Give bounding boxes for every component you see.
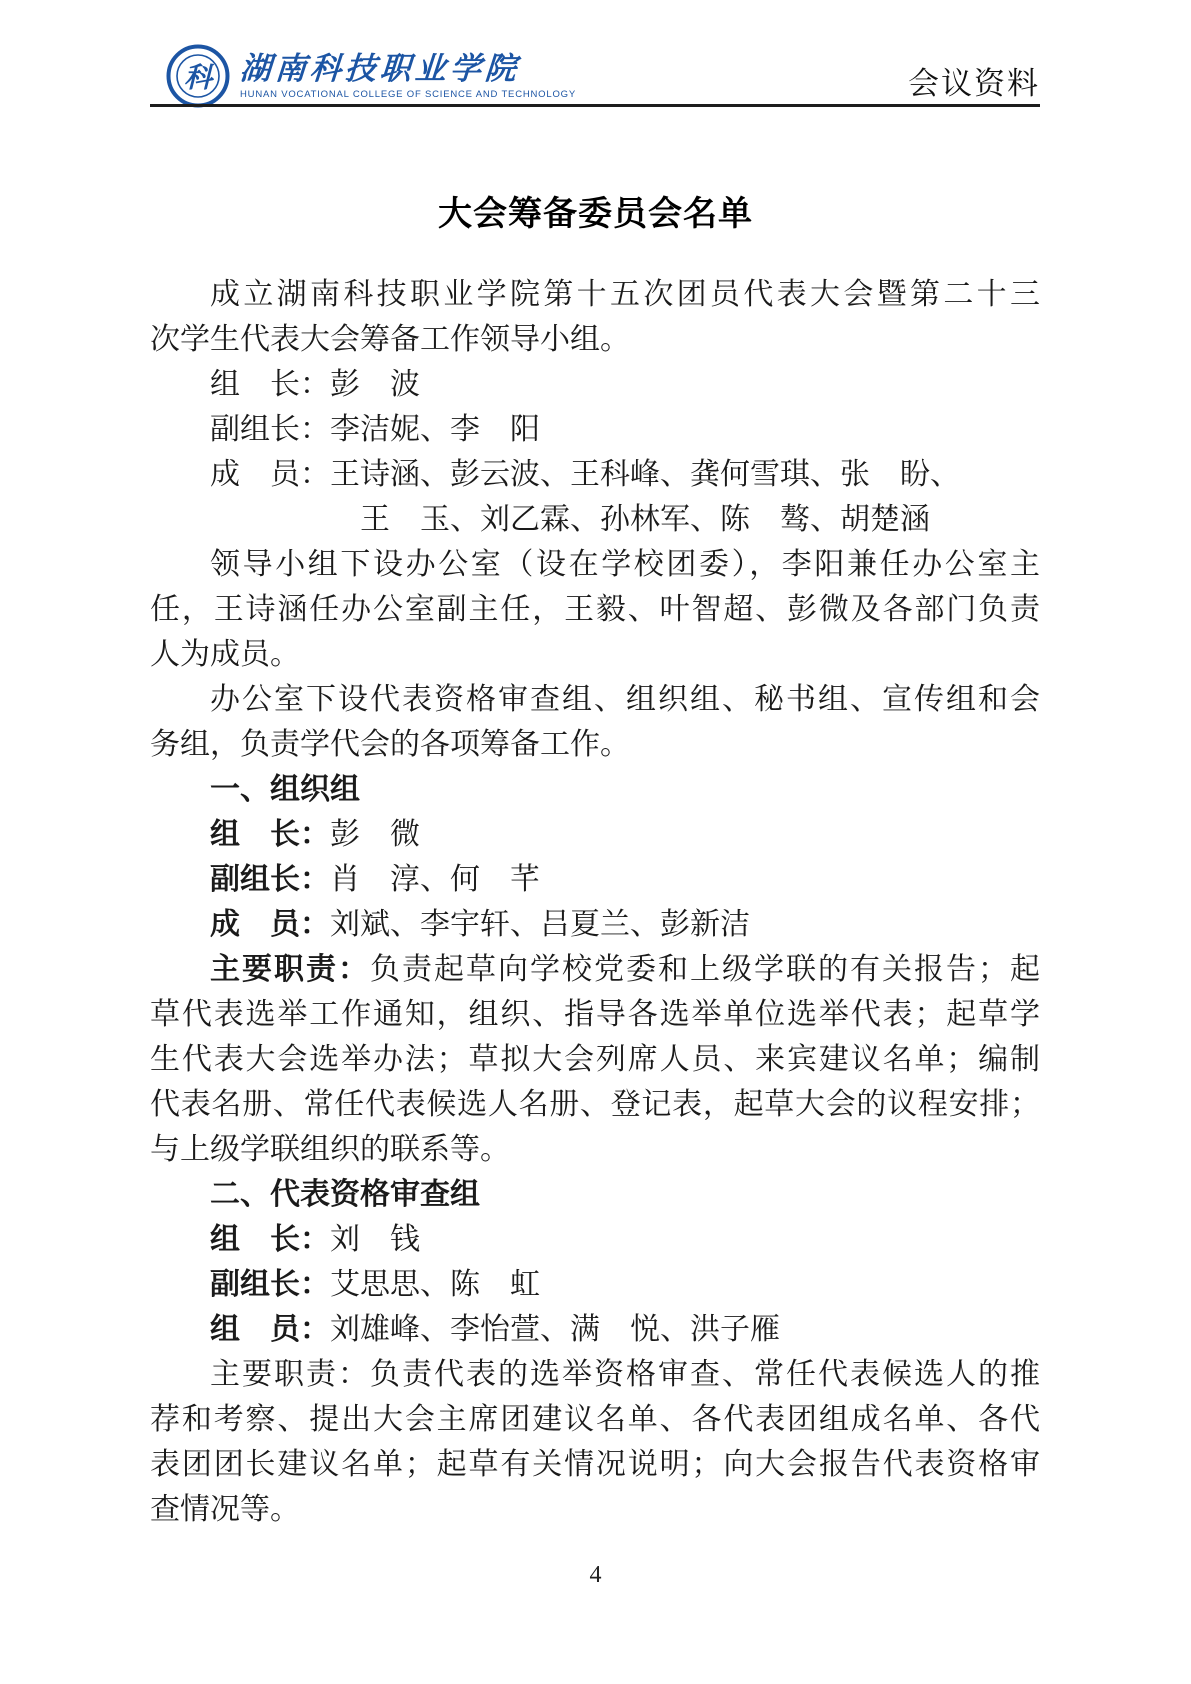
college-brand bbox=[240, 52, 576, 101]
document-line: 办公室下设代表资格审查组、组织组、秘书组、宣传组和会 bbox=[210, 683, 1040, 716]
document-line: 任，王诗涵任办公室副主任，王毅、叶智超、彭微及各部门负责 bbox=[150, 593, 1040, 626]
document-line bbox=[150, 1307, 1040, 1352]
document-line bbox=[150, 902, 1040, 947]
document-line: 成 员：王诗涵、彭云波、王科峰、龚何雪琪、张 盼、 bbox=[210, 458, 960, 491]
line-text: 刘斌、李宇轩、吕夏兰、彭新洁 bbox=[330, 908, 750, 941]
header-corner-label: 会议资料 bbox=[908, 66, 1040, 101]
document-line bbox=[150, 1262, 1040, 1307]
document-line: 查情况等。 bbox=[150, 1493, 300, 1526]
college-seal-icon bbox=[166, 44, 230, 108]
header-divider-rule bbox=[150, 104, 1040, 107]
document-line bbox=[150, 947, 1040, 992]
line-text: 艾思思、陈 虹 bbox=[330, 1268, 540, 1301]
line-label: 副组长： bbox=[210, 1268, 330, 1301]
document-line: 代表名册、常任代表候选人名册、登记表，起草大会的议程安排； bbox=[150, 1088, 1040, 1121]
section-heading: 一、组织组 bbox=[210, 773, 360, 806]
document-line: 主要职责：负责代表的选举资格审查、常任代表候选人的推 bbox=[210, 1358, 1040, 1391]
document-line: 荐和考察、提出大会主席团建议名单、各代表团组成名单、各代 bbox=[150, 1403, 1040, 1436]
page-number: 4 bbox=[589, 1562, 602, 1588]
document-line: 次学生代表大会筹备工作领导小组。 bbox=[150, 323, 630, 356]
line-label: 副组长： bbox=[210, 863, 330, 896]
section-heading: 二、代表资格审查组 bbox=[210, 1178, 480, 1211]
document-line: 成立湖南科技职业学院第十五次团员代表大会暨第二十三 bbox=[210, 278, 1040, 311]
document-line: 王 玉、刘乙霖、孙林军、陈 骜、胡楚涵 bbox=[360, 503, 930, 536]
line-text: 刘 钱 bbox=[330, 1223, 420, 1256]
page-title: 大会筹备委员会名单 bbox=[438, 195, 753, 233]
line-label: 组 长： bbox=[210, 1223, 330, 1256]
document-line: 表团团长建议名单；起草有关情况说明；向大会报告代表资格审 bbox=[150, 1448, 1040, 1481]
college-logo bbox=[166, 44, 576, 108]
document-line bbox=[150, 812, 1040, 857]
line-label: 主要职责： bbox=[210, 953, 370, 986]
document-line bbox=[150, 1217, 1040, 1262]
document-line: 草代表选举工作通知，组织、指导各选举单位选举代表；起草学 bbox=[150, 998, 1040, 1031]
document-line: 副组长：李洁妮、李 阳 bbox=[210, 413, 540, 446]
document-line: 组 长：彭 波 bbox=[210, 368, 420, 401]
document-line: 与上级学联组织的联系等。 bbox=[150, 1133, 510, 1166]
document-line: 务组，负责学代会的各项筹备工作。 bbox=[150, 728, 630, 761]
line-text: 肖 淳、何 芊 bbox=[330, 863, 540, 896]
line-text: 负责起草向学校党委和上级学联的有关报告；起 bbox=[370, 953, 1040, 986]
document-body bbox=[150, 272, 1040, 1532]
line-label: 组 员： bbox=[210, 1313, 330, 1346]
college-name-en: HUNAN VOCATIONAL COLLEGE OF SCIENCE AND TECHNOLOGY bbox=[240, 88, 576, 100]
line-text: 刘雄峰、李怡萱、满 悦、洪子雁 bbox=[330, 1313, 780, 1346]
document-line: 生代表大会选举办法；草拟大会列席人员、来宾建议名单；编制 bbox=[150, 1043, 1040, 1076]
document-line: 人为成员。 bbox=[150, 638, 300, 671]
document-line bbox=[150, 857, 1040, 902]
svg-text:科: 科 bbox=[183, 63, 213, 94]
document-line: 领导小组下设办公室（设在学校团委），李阳兼任办公室主 bbox=[210, 548, 1040, 581]
line-label: 成 员： bbox=[210, 908, 330, 941]
college-name-cn: 湖南科技职业学院 bbox=[238, 50, 522, 86]
line-text: 彭 微 bbox=[330, 818, 420, 851]
line-label: 组 长： bbox=[210, 818, 330, 851]
